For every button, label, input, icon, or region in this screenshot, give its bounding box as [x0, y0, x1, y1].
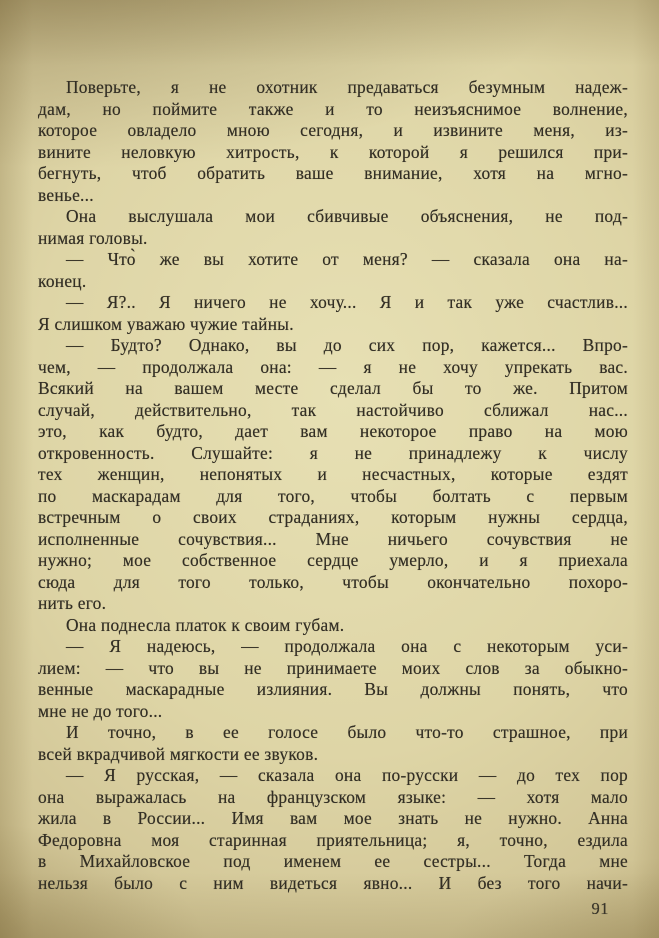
- page-text-block: [38, 77, 628, 894]
- text-line: венные маскарадные излияния. Вы должны понять, что: [38, 679, 628, 699]
- text-line: мне не до того...: [38, 700, 163, 721]
- text-line: жила в России... Имя вам мое знать не нужно. Анна: [38, 808, 628, 828]
- text-line: нельзя было с ним видеться явно... И без того начи-: [38, 872, 628, 893]
- text-line: Федоровна моя старинная приятельница; я, точно, ездила: [38, 829, 628, 850]
- text-line: откровенность. Слушайте: я не принадлежу к числу: [38, 442, 628, 463]
- text-line: нужно; мое собственное сердце умерло, и я приехала: [38, 550, 628, 570]
- text-line: Всякий на вашем месте сделал бы то же. Притом: [38, 378, 628, 398]
- text-line: исполненные сочувствия... Мне ничьего сочувствия не: [38, 528, 628, 549]
- page-number: 91: [591, 899, 609, 918]
- text-line: Она поднесла платок к своим губам.: [66, 614, 345, 635]
- paragraph: [38, 335, 628, 615]
- text-line: сюда для того только, чтобы окончательно похоро-: [38, 571, 628, 592]
- text-line: дам, но поймите также и то неизъяснимое волнение,: [38, 98, 628, 119]
- text-line: — Будто? Однако, вы до сих пор, кажется... Впро-: [66, 335, 628, 355]
- text-line: конец.: [38, 270, 87, 291]
- text-line: встречным о своих страданиях, которым нужны сердца,: [38, 507, 628, 527]
- paragraph: [38, 77, 628, 206]
- text-line: лием: — что вы не принимаете моих слов за обыкно-: [38, 657, 628, 678]
- text-line: по маскарадам для того, чтобы болтать с первым: [38, 485, 628, 506]
- text-line: чем, — продолжала она: — я не хочу упрекать вас.: [38, 356, 628, 377]
- text-line: Она выслушала мои сбивчивые объяснения, не под-: [66, 206, 628, 226]
- paragraph: [38, 249, 628, 292]
- text-line: — Что̀ же вы хотите от меня? — сказала она на-: [66, 249, 628, 269]
- paragraph: [38, 765, 628, 894]
- text-line: она выражалась на французском языке: — хотя мало: [38, 786, 628, 807]
- paragraph: [38, 636, 628, 722]
- paragraph: [38, 615, 628, 637]
- text-line: венье...: [38, 184, 94, 205]
- text-line: всей вкрадчивой мягкости ее звуков.: [38, 743, 319, 764]
- text-line: тех женщин, непонятых и несчастных, которые ездят: [38, 464, 628, 484]
- text-line: — Я русская, — сказала она по-русски — до тех пор: [66, 765, 628, 785]
- text-line: нить его.: [38, 593, 107, 613]
- text-line: Я слишком уважаю чужие тайны.: [38, 313, 294, 334]
- text-line: в Михайловское под именем ее сестры... Тогда мне: [38, 851, 628, 871]
- text-line: И точно, в ее голосе было что-то страшное, при: [66, 722, 628, 742]
- text-line: вините неловкую хитрость, к которой я решился при-: [38, 141, 628, 162]
- text-line: случай, действительно, так настойчиво сближал нас...: [38, 399, 628, 420]
- text-line: которое овладело мною сегодня, и извините меня, из-: [38, 120, 628, 140]
- text-line: Поверьте, я не охотник предаваться безумным надеж-: [66, 77, 628, 97]
- text-line: бегнуть, чтоб обратить ваше внимание, хотя на мгно-: [38, 163, 628, 183]
- text-line: нимая головы.: [38, 227, 148, 248]
- text-line: — Я надеюсь, — продолжала она с некоторым уси-: [66, 636, 628, 656]
- paragraph: [38, 206, 628, 249]
- paragraph: [38, 292, 628, 335]
- text-line: это, как будто, дает вам некоторое право на мою: [38, 421, 628, 441]
- paragraph: [38, 722, 628, 765]
- text-line: — Я?.. Я ничего не хочу... Я и так уже счастлив...: [66, 292, 628, 312]
